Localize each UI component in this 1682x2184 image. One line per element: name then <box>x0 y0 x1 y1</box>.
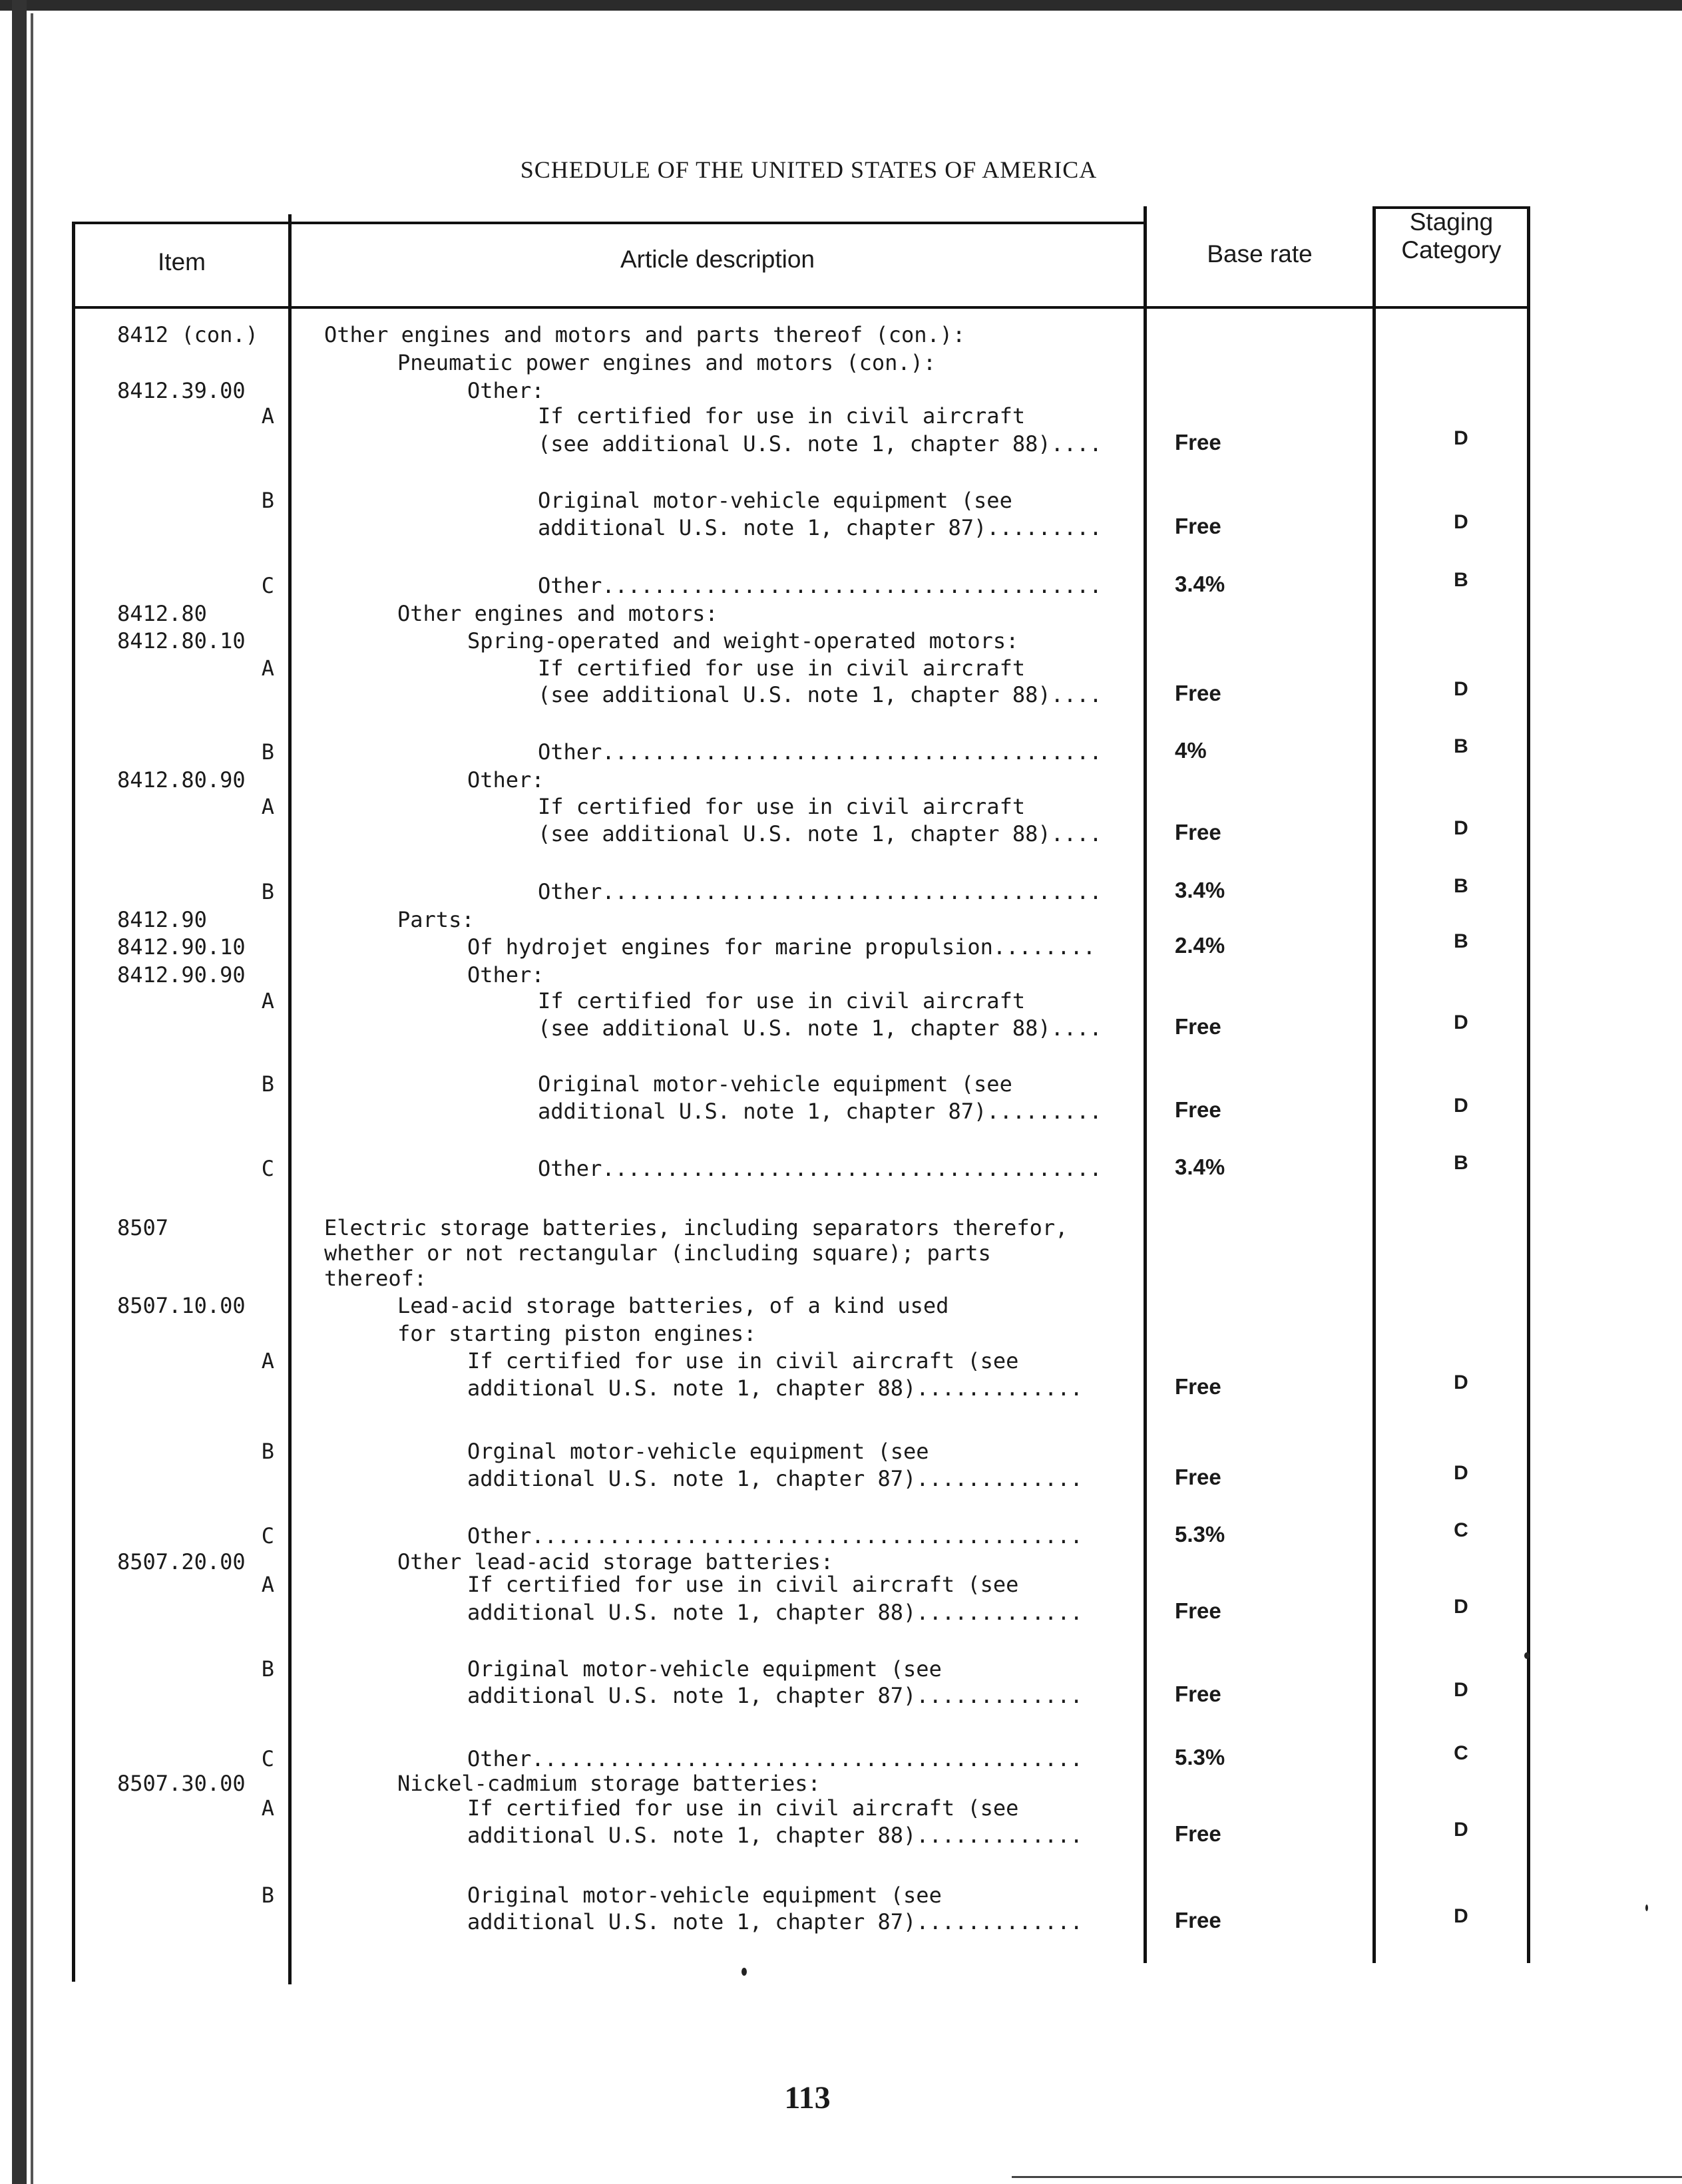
item-code: 8412 (con.) <box>117 322 258 347</box>
article-description: for starting piston engines: <box>397 1321 757 1346</box>
item-subcode: C <box>261 1156 274 1181</box>
item-subcode: A <box>261 988 274 1013</box>
column-rule-right <box>1527 206 1530 1963</box>
item-subcode: C <box>261 1746 274 1771</box>
item-subcode: B <box>261 1883 274 1908</box>
staging-category: B <box>1454 735 1468 757</box>
staging-category: D <box>1454 1095 1468 1117</box>
article-description: Original motor-vehicle equipment (see <box>538 488 1012 513</box>
article-description: additional U.S. note 1, chapter 87)............. <box>467 1466 1083 1491</box>
article-description: Of hydrojet engines for marine propulsion........ <box>467 934 1096 960</box>
article-description: Nickel-cadmium storage batteries: <box>397 1771 821 1796</box>
item-code: 8507.30.00 <box>117 1771 246 1796</box>
staging-category: D <box>1454 1462 1468 1484</box>
article-description: If certified for use in civil aircraft <box>538 655 1026 681</box>
item-code: 8412.90.10 <box>117 934 246 960</box>
article-description: If certified for use in civil aircraft (see <box>467 1795 1019 1821</box>
header-staging-line1: Staging <box>1409 208 1494 236</box>
item-code: 8412.90 <box>117 907 207 932</box>
base-rate: Free <box>1175 430 1221 455</box>
article-description: (see additional U.S. note 1, chapter 88).... <box>538 821 1102 846</box>
base-rate: 3.4% <box>1175 878 1225 902</box>
base-rate: Free <box>1175 1374 1221 1399</box>
staging-category: D <box>1454 1596 1468 1618</box>
article-description: Other....................................... <box>538 573 1102 598</box>
article-description: additional U.S. note 1, chapter 88)............. <box>467 1823 1083 1848</box>
staging-category: C <box>1454 1519 1468 1541</box>
base-rate: 3.4% <box>1175 1155 1225 1179</box>
article-description: Other: <box>467 962 544 988</box>
article-description: Other....................................... <box>538 739 1102 765</box>
article-description: Original motor-vehicle equipment (see <box>467 1883 942 1908</box>
item-subcode: A <box>261 1572 274 1597</box>
article-description: Other lead-acid storage batteries: <box>397 1549 834 1574</box>
column-rule-left <box>72 222 75 1982</box>
article-description: additional U.S. note 1, chapter 87)............. <box>467 1909 1083 1934</box>
base-rate: Free <box>1175 1821 1221 1846</box>
base-rate: Free <box>1175 1908 1221 1932</box>
base-rate: 4% <box>1175 738 1207 763</box>
article-description: Orginal motor-vehicle equipment (see <box>467 1439 929 1464</box>
article-description: Original motor-vehicle equipment (see <box>467 1656 942 1682</box>
article-description: Other: <box>467 767 544 793</box>
article-description: If certified for use in civil aircraft <box>538 988 1026 1013</box>
item-subcode: A <box>261 1348 274 1373</box>
table-top-rule <box>72 222 1144 224</box>
article-description: Other........................................... <box>467 1523 1083 1548</box>
header-description: Article description <box>620 246 815 273</box>
article-description: Electric storage batteries, including separators therefor, <box>324 1215 1068 1240</box>
item-code: 8412.80 <box>117 601 207 626</box>
article-description: If certified for use in civil aircraft <box>538 403 1026 429</box>
scan-left-edge <box>12 0 27 2184</box>
staging-category: D <box>1454 1819 1468 1841</box>
staging-category: D <box>1454 511 1468 533</box>
staging-category: D <box>1454 1011 1468 1033</box>
staging-category: D <box>1454 678 1468 700</box>
base-rate: Free <box>1175 820 1221 844</box>
page-title: SCHEDULE OF THE UNITED STATES OF AMERICA <box>520 156 1098 183</box>
article-description: (see additional U.S. note 1, chapter 88).... <box>538 431 1102 456</box>
item-subcode: A <box>261 794 274 819</box>
scan-left-edge-line <box>31 13 33 2184</box>
item-code: 8412.39.00 <box>117 378 246 403</box>
article-description: Other....................................... <box>538 1156 1102 1181</box>
article-description: Pneumatic power engines and motors (con.): <box>397 350 937 375</box>
article-description: additional U.S. note 1, chapter 88)............. <box>467 1375 1083 1401</box>
staging-category: D <box>1454 1679 1468 1701</box>
article-description: Other....................................... <box>538 879 1102 904</box>
base-rate: Free <box>1175 1097 1221 1122</box>
staging-category: C <box>1454 1742 1468 1764</box>
base-rate: 2.4% <box>1175 933 1225 958</box>
item-subcode: B <box>261 1656 274 1682</box>
scan-speck <box>741 1968 747 1976</box>
staging-category: B <box>1454 875 1468 897</box>
item-subcode: B <box>261 739 274 765</box>
base-rate: 5.3% <box>1175 1745 1225 1769</box>
article-description: additional U.S. note 1, chapter 88)............. <box>467 1600 1083 1625</box>
article-description: Other engines and motors: <box>397 601 718 626</box>
staging-category: D <box>1454 1371 1468 1393</box>
column-rule-item <box>288 214 292 1984</box>
base-rate: Free <box>1175 1682 1221 1706</box>
staging-category: D <box>1454 427 1468 449</box>
scan-speck <box>1645 1905 1648 1911</box>
staging-category: B <box>1454 1152 1468 1174</box>
base-rate: Free <box>1175 1598 1221 1623</box>
base-rate: Free <box>1175 1465 1221 1489</box>
column-rule-description <box>1144 206 1147 1963</box>
item-code: 8507.10.00 <box>117 1293 246 1318</box>
header-base-rate: Base rate <box>1207 240 1313 268</box>
item-code: 8507 <box>117 1215 169 1240</box>
item-subcode: C <box>261 1523 274 1548</box>
staging-category: B <box>1454 930 1468 952</box>
scan-top-edge <box>0 0 1682 11</box>
item-code: 8507.20.00 <box>117 1549 246 1574</box>
article-description: (see additional U.S. note 1, chapter 88).... <box>538 1015 1102 1041</box>
article-description: If certified for use in civil aircraft (see <box>467 1348 1019 1373</box>
item-code: 8412.80.90 <box>117 767 246 793</box>
item-subcode: C <box>261 573 274 598</box>
article-description: (see additional U.S. note 1, chapter 88).... <box>538 682 1102 707</box>
base-rate: Free <box>1175 1014 1221 1039</box>
article-description: Parts: <box>397 907 475 932</box>
item-subcode: B <box>261 1439 274 1464</box>
article-description: additional U.S. note 1, chapter 87)......... <box>538 1099 1102 1124</box>
article-description: Other: <box>467 378 544 403</box>
column-rule-rate <box>1372 206 1376 1963</box>
item-subcode: B <box>261 879 274 904</box>
header-staging-line2: Category <box>1401 236 1502 264</box>
staging-category: D <box>1454 1905 1468 1927</box>
base-rate: Free <box>1175 514 1221 538</box>
scan-bottom-edge <box>1012 2176 1682 2178</box>
article-description: whether or not rectangular (including square); parts <box>324 1240 991 1266</box>
item-subcode: A <box>261 403 274 429</box>
article-description: Lead-acid storage batteries, of a kind used <box>397 1293 949 1318</box>
article-description: additional U.S. note 1, chapter 87)......... <box>538 515 1102 540</box>
article-description: Other engines and motors and parts thereof (con.): <box>324 322 966 347</box>
article-description: Spring-operated and weight-operated motors: <box>467 628 1019 653</box>
staging-category: B <box>1454 569 1468 591</box>
staging-category: D <box>1454 817 1468 839</box>
item-subcode: B <box>261 488 274 513</box>
article-description: Original motor-vehicle equipment (see <box>538 1071 1012 1097</box>
article-description: thereof: <box>324 1266 427 1291</box>
base-rate: 3.4% <box>1175 572 1225 596</box>
article-description: Other........................................... <box>467 1746 1083 1771</box>
article-description: If certified for use in civil aircraft <box>538 794 1026 819</box>
page-number: 113 <box>784 2080 831 2115</box>
header-item: Item <box>158 248 206 275</box>
article-description: additional U.S. note 1, chapter 87)............. <box>467 1683 1083 1708</box>
item-subcode: A <box>261 655 274 681</box>
item-subcode: B <box>261 1071 274 1097</box>
base-rate: Free <box>1175 681 1221 705</box>
article-description: If certified for use in civil aircraft (see <box>467 1572 1019 1597</box>
item-code: 8412.80.10 <box>117 628 246 653</box>
item-subcode: A <box>261 1795 274 1821</box>
base-rate: 5.3% <box>1175 1522 1225 1547</box>
scan-speck <box>1524 1652 1530 1659</box>
item-code: 8412.90.90 <box>117 962 246 988</box>
